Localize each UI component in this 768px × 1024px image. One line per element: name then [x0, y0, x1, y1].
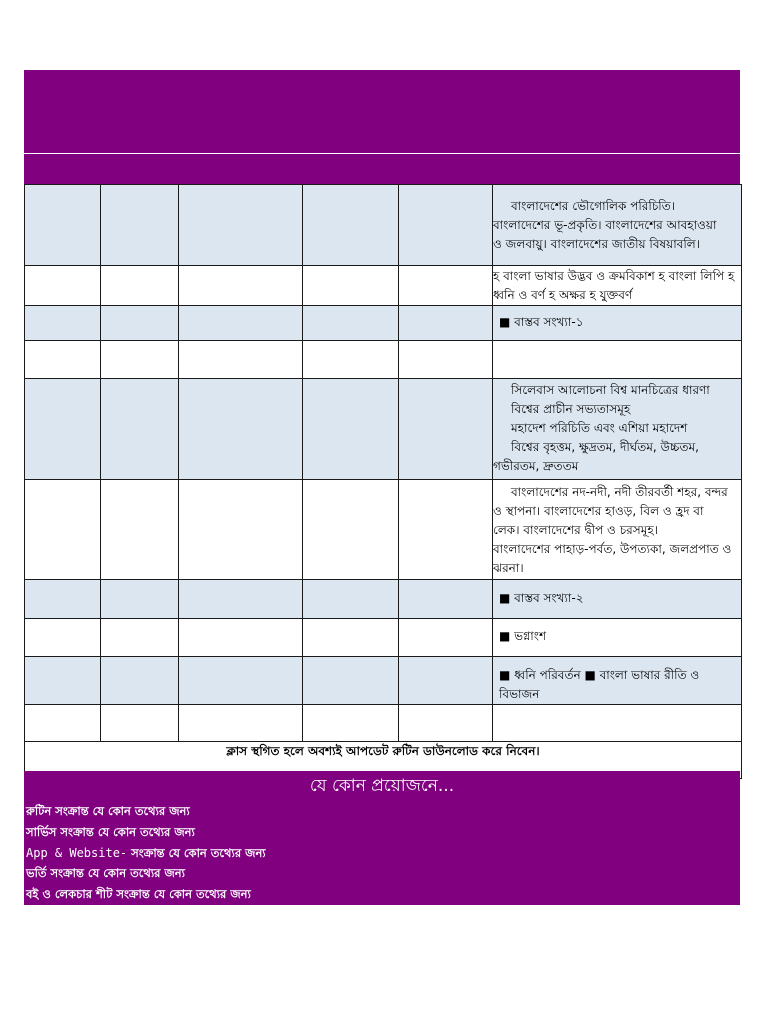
topic-line: মহাদেশ পরিচিতি এবং এশিয়া মহাদেশ — [511, 421, 688, 435]
topic-cell — [493, 705, 742, 742]
topic-line: গভীরতম, দ্রুততম — [493, 459, 579, 473]
notice-text: ক্লাস স্থগিত হলে অবশ্যই আপডেট রুটিন ডাউনলোড করে নিবেন। — [25, 742, 742, 779]
table-cell — [399, 480, 493, 580]
table-cell — [179, 657, 303, 705]
topic-cell — [493, 379, 742, 480]
table-cell — [399, 657, 493, 705]
topic-line: ■ ভগ্নাংশ — [499, 627, 741, 646]
table-row — [25, 185, 742, 266]
table-cell — [101, 705, 179, 742]
footer-line — [24, 843, 740, 864]
table-cell — [399, 185, 493, 266]
table-cell — [25, 379, 101, 480]
table-row — [25, 705, 742, 742]
table-cell — [101, 185, 179, 266]
topic-line: ■ বাস্তব সংখ্যা-২ — [499, 589, 741, 608]
table-cell — [25, 266, 101, 306]
topic-line: ঝরনা। — [493, 561, 524, 575]
table-row — [25, 480, 742, 580]
table-cell — [399, 705, 493, 742]
topic-cell — [493, 580, 742, 619]
table-cell — [25, 341, 101, 379]
table-cell — [303, 580, 399, 619]
topic-line: বিশ্বের বৃহত্তম, ক্ষুদ্রতম, দীর্ঘতম, উচ্চতম, — [511, 440, 699, 454]
table-row — [25, 306, 742, 341]
topic-cell — [493, 306, 742, 341]
table-cell — [179, 480, 303, 580]
footer-line-suffix: সংক্রান্ত যে কোন তথ্যের জন্য — [127, 845, 266, 860]
topic-line: ধ্বনি ও বর্ণ হ অক্ষর হ যুক্তবর্ণ — [493, 288, 633, 302]
table-cell — [179, 306, 303, 341]
table-cell — [101, 306, 179, 341]
table-row — [25, 619, 742, 657]
table-cell — [25, 306, 101, 341]
table-cell — [399, 580, 493, 619]
topic-line: সিলেবাস আলোচনা বিশ্ব মানচিত্রের ধারণা — [511, 383, 710, 397]
table-cell — [25, 580, 101, 619]
table-cell — [179, 580, 303, 619]
topic-cell — [493, 341, 742, 379]
table-cell — [101, 379, 179, 480]
table-row — [25, 266, 742, 306]
table-cell — [101, 480, 179, 580]
table-cell — [399, 266, 493, 306]
table-cell — [179, 341, 303, 379]
table-cell — [25, 185, 101, 266]
topic-cell — [493, 266, 742, 306]
header-subbar — [24, 154, 740, 184]
topic-line: বাংলাদেশের পাহাড়-পর্বত, উপত্যকা, জলপ্রপাত ও — [493, 542, 732, 556]
table-cell — [101, 341, 179, 379]
table-cell — [303, 306, 399, 341]
topic-line: বাংলাদেশের ভূ-প্রকৃতি। বাংলাদেশের আবহাওয়া — [493, 218, 717, 232]
topic-line: ■ বাস্তব সংখ্যা-১ — [499, 313, 741, 332]
table-cell — [399, 379, 493, 480]
topic-line: হ বাংলা ভাষার উদ্ভব ও ক্রমবিকাশ হ বাংলা লিপি হ — [493, 269, 735, 283]
table-cell — [303, 619, 399, 657]
table-cell — [101, 657, 179, 705]
table-cell — [25, 705, 101, 742]
topic-line: ও জলবায়ু। বাংলাদেশের জাতীয় বিষয়াবলি। — [493, 237, 701, 251]
topic-line: বাংলাদেশের নদ-নদী, নদী তীরবর্তী শহর, বন্দর — [511, 485, 728, 499]
topic-line: লেক। বাংলাদেশের দ্বীপ ও চরসমূহ। — [493, 523, 658, 537]
footer-line: সার্ভিস সংক্রান্ত যে কোন তথ্যের জন্য — [26, 824, 195, 839]
topic-line: ■ ধ্বনি পরিবর্তন ■ বাংলা ভাষার রীতি ও বিভাজন — [499, 666, 741, 704]
header-banner — [24, 70, 740, 153]
table-cell — [179, 379, 303, 480]
table-cell — [399, 341, 493, 379]
table-cell — [303, 705, 399, 742]
topic-line: ও স্থাপনা। বাংলাদেশের হাওড়, বিল ও হ্রদ বা — [493, 504, 704, 518]
footer-title: যে কোন প্রয়োজনে... — [309, 776, 455, 796]
table-cell — [179, 705, 303, 742]
table-row — [25, 379, 742, 480]
table-cell — [25, 619, 101, 657]
table-cell — [101, 266, 179, 306]
table-cell — [101, 619, 179, 657]
table-cell — [303, 341, 399, 379]
table-cell — [303, 480, 399, 580]
topic-cell — [493, 480, 742, 580]
footer-contact — [24, 771, 740, 905]
table-cell — [25, 657, 101, 705]
footer-line: ভর্তি সংক্রান্ত যে কোন তথ্যের জন্য — [26, 866, 185, 881]
table-cell — [399, 619, 493, 657]
table-cell — [399, 306, 493, 341]
table-cell — [179, 266, 303, 306]
table-row — [25, 341, 742, 379]
topic-line: বাংলাদেশের ভৌগোলিক পরিচিতি। — [511, 199, 676, 213]
table-cell — [25, 480, 101, 580]
topic-cell — [493, 619, 742, 657]
table-row — [25, 657, 742, 705]
footer-app-website: App & Website- — [26, 845, 128, 860]
footer-line: বই ও লেকচার শীট সংক্রান্ত যে কোন তথ্যের জন্য — [26, 887, 251, 902]
topic-line: বিশ্বের প্রাচীন সভ্যতাসমূহ — [511, 402, 631, 416]
topic-cell — [493, 657, 742, 705]
routine-table — [24, 184, 742, 779]
table-cell — [179, 185, 303, 266]
table-cell — [303, 379, 399, 480]
table-cell — [303, 266, 399, 306]
table-cell — [101, 580, 179, 619]
table-cell — [303, 185, 399, 266]
table-cell — [303, 657, 399, 705]
footer-line: রুটিন সংক্রান্ত যে কোন তথ্যের জন্য — [26, 804, 190, 818]
topic-cell — [493, 185, 742, 266]
table-row — [25, 580, 742, 619]
table-cell — [179, 619, 303, 657]
